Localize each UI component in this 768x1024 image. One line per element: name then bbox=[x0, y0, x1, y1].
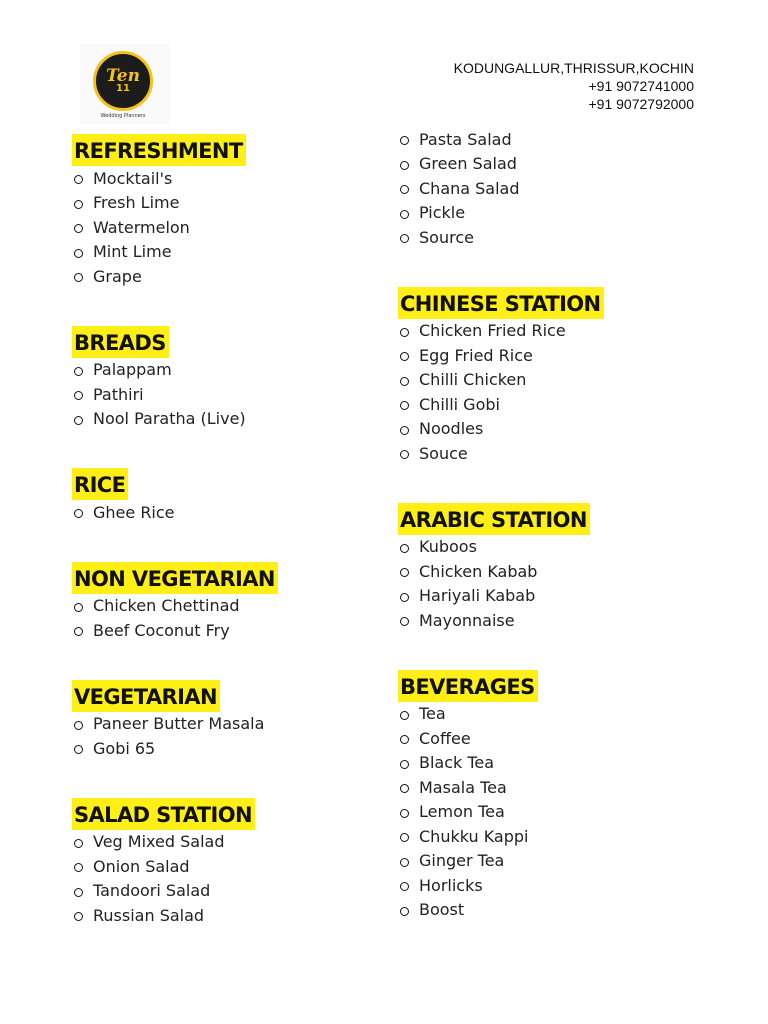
bullet-icon bbox=[74, 721, 83, 730]
section-heading: VEGETARIAN bbox=[72, 680, 220, 712]
menu-column-right bbox=[398, 127, 728, 922]
list-item: Tandoori Salad bbox=[72, 879, 402, 904]
bullet-icon bbox=[400, 450, 409, 459]
bullet-icon bbox=[400, 593, 409, 602]
list-item: Chana Salad bbox=[398, 176, 728, 201]
list-item: Egg Fried Rice bbox=[398, 343, 728, 368]
bullet-icon bbox=[74, 175, 83, 184]
bullet-icon bbox=[74, 249, 83, 258]
list-item: Masala Tea bbox=[398, 775, 728, 800]
list-item: Mayonnaise bbox=[398, 608, 728, 633]
list-item: Chukku Kappi bbox=[398, 824, 728, 849]
bullet-icon bbox=[74, 912, 83, 921]
list-item: Green Salad bbox=[398, 152, 728, 177]
list-item: Fresh Lime bbox=[72, 191, 402, 216]
list-item: Black Tea bbox=[398, 751, 728, 776]
bullet-icon bbox=[74, 273, 83, 282]
list-item: Lemon Tea bbox=[398, 800, 728, 825]
bullet-icon bbox=[74, 391, 83, 400]
section-salad-continued bbox=[398, 127, 728, 250]
bullet-icon bbox=[400, 352, 409, 361]
bullet-icon bbox=[400, 161, 409, 170]
list-item: Gobi 65 bbox=[72, 736, 402, 761]
bullet-icon bbox=[400, 617, 409, 626]
bullet-icon bbox=[74, 863, 83, 872]
bullet-icon bbox=[400, 907, 409, 916]
bullet-icon bbox=[400, 377, 409, 386]
bullet-icon bbox=[74, 888, 83, 897]
section-heading: REFRESHMENT bbox=[72, 134, 246, 166]
list-item: Kuboos bbox=[398, 535, 728, 560]
list-item: Palappam bbox=[72, 358, 402, 383]
list-item: Boost bbox=[398, 898, 728, 923]
list-item: Chilli Chicken bbox=[398, 368, 728, 393]
list-item: Source bbox=[398, 225, 728, 250]
list-item: Tea bbox=[398, 702, 728, 727]
bullet-icon bbox=[74, 367, 83, 376]
list-item: Pasta Salad bbox=[398, 127, 728, 152]
logo bbox=[80, 44, 170, 124]
bullet-icon bbox=[74, 224, 83, 233]
list-item: Chicken Kabab bbox=[398, 559, 728, 584]
list-item: Chicken Fried Rice bbox=[398, 319, 728, 344]
bullet-icon bbox=[400, 328, 409, 337]
bullet-icon bbox=[400, 809, 409, 818]
bullet-icon bbox=[400, 833, 409, 842]
bullet-icon bbox=[74, 603, 83, 612]
bullet-icon bbox=[400, 882, 409, 891]
bullet-icon bbox=[74, 416, 83, 425]
section-beverages bbox=[398, 670, 728, 923]
bullet-icon bbox=[400, 136, 409, 145]
logo-tagline: Wedding Planners bbox=[100, 113, 146, 119]
section-rice bbox=[72, 468, 402, 525]
bullet-icon bbox=[400, 568, 409, 577]
bullet-icon bbox=[400, 426, 409, 435]
bullet-icon bbox=[400, 544, 409, 553]
list-item: Russian Salad bbox=[72, 903, 402, 928]
logo-word: Ten bbox=[106, 66, 140, 86]
section-heading: BEVERAGES bbox=[398, 670, 538, 702]
bullet-icon bbox=[400, 185, 409, 194]
list-item: Nool Paratha (Live) bbox=[72, 407, 402, 432]
section-heading: NON VEGETARIAN bbox=[72, 562, 278, 594]
section-arabic-station bbox=[398, 503, 728, 633]
list-item: Chilli Gobi bbox=[398, 392, 728, 417]
bullet-icon bbox=[74, 509, 83, 518]
list-item: Mint Lime bbox=[72, 240, 402, 265]
logo-number: 11 bbox=[116, 83, 130, 94]
list-item: Hariyali Kabab bbox=[398, 584, 728, 609]
list-item: Paneer Butter Masala bbox=[72, 712, 402, 737]
section-non-vegetarian bbox=[72, 562, 402, 643]
list-item: Beef Coconut Fry bbox=[72, 618, 402, 643]
bullet-icon bbox=[74, 200, 83, 209]
bullet-icon bbox=[400, 735, 409, 744]
menu-column-left bbox=[72, 130, 402, 928]
list-item: Veg Mixed Salad bbox=[72, 830, 402, 855]
list-item: Mocktail's bbox=[72, 166, 402, 191]
logo-badge-icon bbox=[93, 51, 153, 111]
section-heading: ARABIC STATION bbox=[398, 503, 590, 535]
list-item: Coffee bbox=[398, 726, 728, 751]
bullet-icon bbox=[400, 760, 409, 769]
list-item: Grape bbox=[72, 264, 402, 289]
section-salad-station bbox=[72, 798, 402, 928]
list-item: Ginger Tea bbox=[398, 849, 728, 874]
list-item: Horlicks bbox=[398, 873, 728, 898]
contact-phone-2: +91 9072792000 bbox=[588, 96, 694, 112]
section-breads bbox=[72, 326, 402, 432]
contact-phone-1: +91 9072741000 bbox=[588, 78, 694, 94]
bullet-icon bbox=[400, 401, 409, 410]
list-item: Pathiri bbox=[72, 382, 402, 407]
section-chinese-station bbox=[398, 287, 728, 466]
list-item: Ghee Rice bbox=[72, 500, 402, 525]
bullet-icon bbox=[400, 210, 409, 219]
section-refreshment bbox=[72, 134, 402, 289]
section-heading: CHINESE STATION bbox=[398, 287, 604, 319]
bullet-icon bbox=[400, 784, 409, 793]
section-heading: BREADS bbox=[72, 326, 169, 358]
list-item: Chicken Chettinad bbox=[72, 594, 402, 619]
bullet-icon bbox=[74, 627, 83, 636]
bullet-icon bbox=[400, 234, 409, 243]
section-vegetarian bbox=[72, 680, 402, 761]
bullet-icon bbox=[74, 839, 83, 848]
contact-block bbox=[454, 59, 694, 113]
list-item: Watermelon bbox=[72, 215, 402, 240]
bullet-icon bbox=[74, 745, 83, 754]
list-item: Pickle bbox=[398, 201, 728, 226]
list-item: Noodles bbox=[398, 417, 728, 442]
section-heading: RICE bbox=[72, 468, 128, 500]
list-item: Souce bbox=[398, 441, 728, 466]
contact-address: KODUNGALLUR,THRISSUR,KOCHIN bbox=[453, 60, 694, 76]
bullet-icon bbox=[400, 711, 409, 720]
section-heading: SALAD STATION bbox=[72, 798, 255, 830]
list-item: Onion Salad bbox=[72, 854, 402, 879]
bullet-icon bbox=[400, 858, 409, 867]
